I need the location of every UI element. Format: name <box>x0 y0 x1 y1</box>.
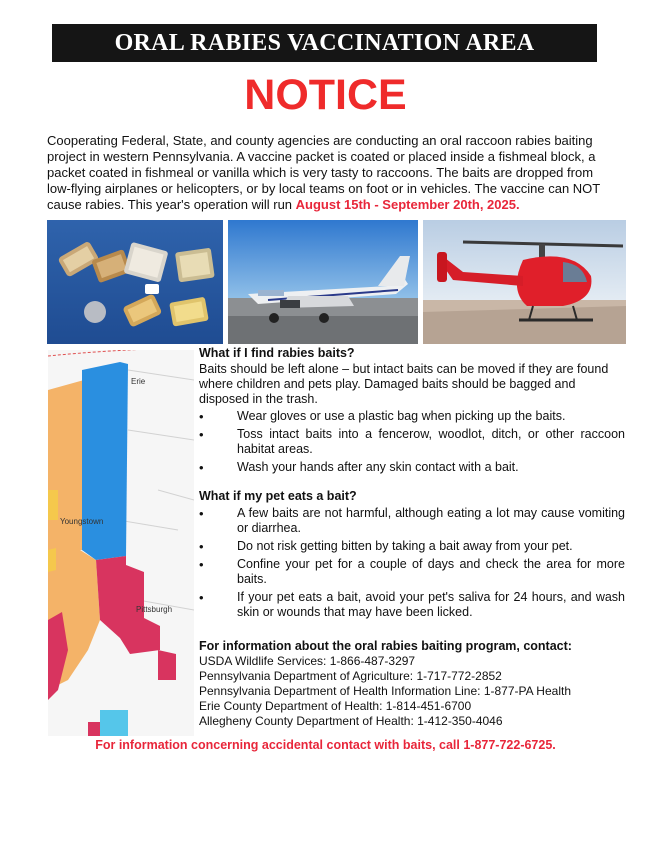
intro-paragraph <box>47 133 617 213</box>
airplane-photo <box>228 220 418 344</box>
accidental-contact-footer: For information concerning accidental contact with baits, call 1-877-722-6725. <box>95 738 556 752</box>
contact-section <box>199 638 625 729</box>
list-item: • Confine your pet for a couple of days and check the area for more baits. <box>199 557 625 587</box>
faq-section <box>199 345 625 623</box>
contact-line: USDA Wildlife Services: 1-866-487-3297 <box>199 654 416 668</box>
map-label-youngstown: Youngstown <box>60 517 104 526</box>
map-label-erie: Erie <box>131 377 146 386</box>
bait-photo <box>47 220 223 344</box>
list-item: • Do not risk getting bitten by taking a bait away from your pet. <box>199 539 625 554</box>
list-item: • Wash your hands after any skin contact with a bait. <box>199 460 625 475</box>
contact-line: Pennsylvania Department of Agriculture: 1-717-772-2852 <box>199 669 502 683</box>
find-baits-list <box>199 409 625 475</box>
map-label-pittsburgh: Pittsburgh <box>136 605 173 614</box>
list-item: • A few baits are not harmful, although eating a lot may cause vomiting or diarrhea. <box>199 506 625 536</box>
title-banner: ORAL RABIES VACCINATION AREA <box>52 24 597 62</box>
operation-dates: August 15th - September 20th, 2025. <box>295 197 520 212</box>
helicopter-photo <box>423 220 626 344</box>
contact-line: Allegheny County Department of Health: 1-412-350-4046 <box>199 714 503 728</box>
contact-line: Erie County Department of Health: 1-814-451-6700 <box>199 699 472 713</box>
find-baits-heading: What if I find rabies baits? <box>199 346 355 360</box>
pet-eats-list <box>199 506 625 620</box>
intro-text: Cooperating Federal, State, and county agencies are conducting an oral raccoon rabies baiting project in western Pennsylvania. A vaccine packet is coated or placed inside a fishmeal block, a packet coated in fishmeal or vanilla which is very tasty to raccoons. The baits are dropped from low-flying airplanes or helicopters, or by local teams on foot or in vehicles. The vaccine can NOT cause rabies. This year's operation will run <box>47 133 601 212</box>
baiting-area-map <box>48 350 194 736</box>
contact-heading: For information about the oral rabies baiting program, contact: <box>199 639 572 653</box>
list-item: • Toss intact baits into a fencerow, woodlot, ditch, or other raccoon habitat areas. <box>199 427 625 457</box>
find-baits-text: Baits should be left alone – but intact baits can be moved if they are found where children and pets play. Damaged baits should be bagged and disposed in the trash. <box>199 362 609 406</box>
notice-heading: NOTICE <box>244 71 407 119</box>
list-item: • If your pet eats a bait, avoid your pet's saliva for 24 hours, and wash skin or wounds that may have been licked. <box>199 590 625 620</box>
list-item: • Wear gloves or use a plastic bag when picking up the baits. <box>199 409 625 424</box>
pet-eats-heading: What if my pet eats a bait? <box>199 489 357 503</box>
contact-line: Pennsylvania Department of Health Information Line: 1-877-PA Health <box>199 684 571 698</box>
